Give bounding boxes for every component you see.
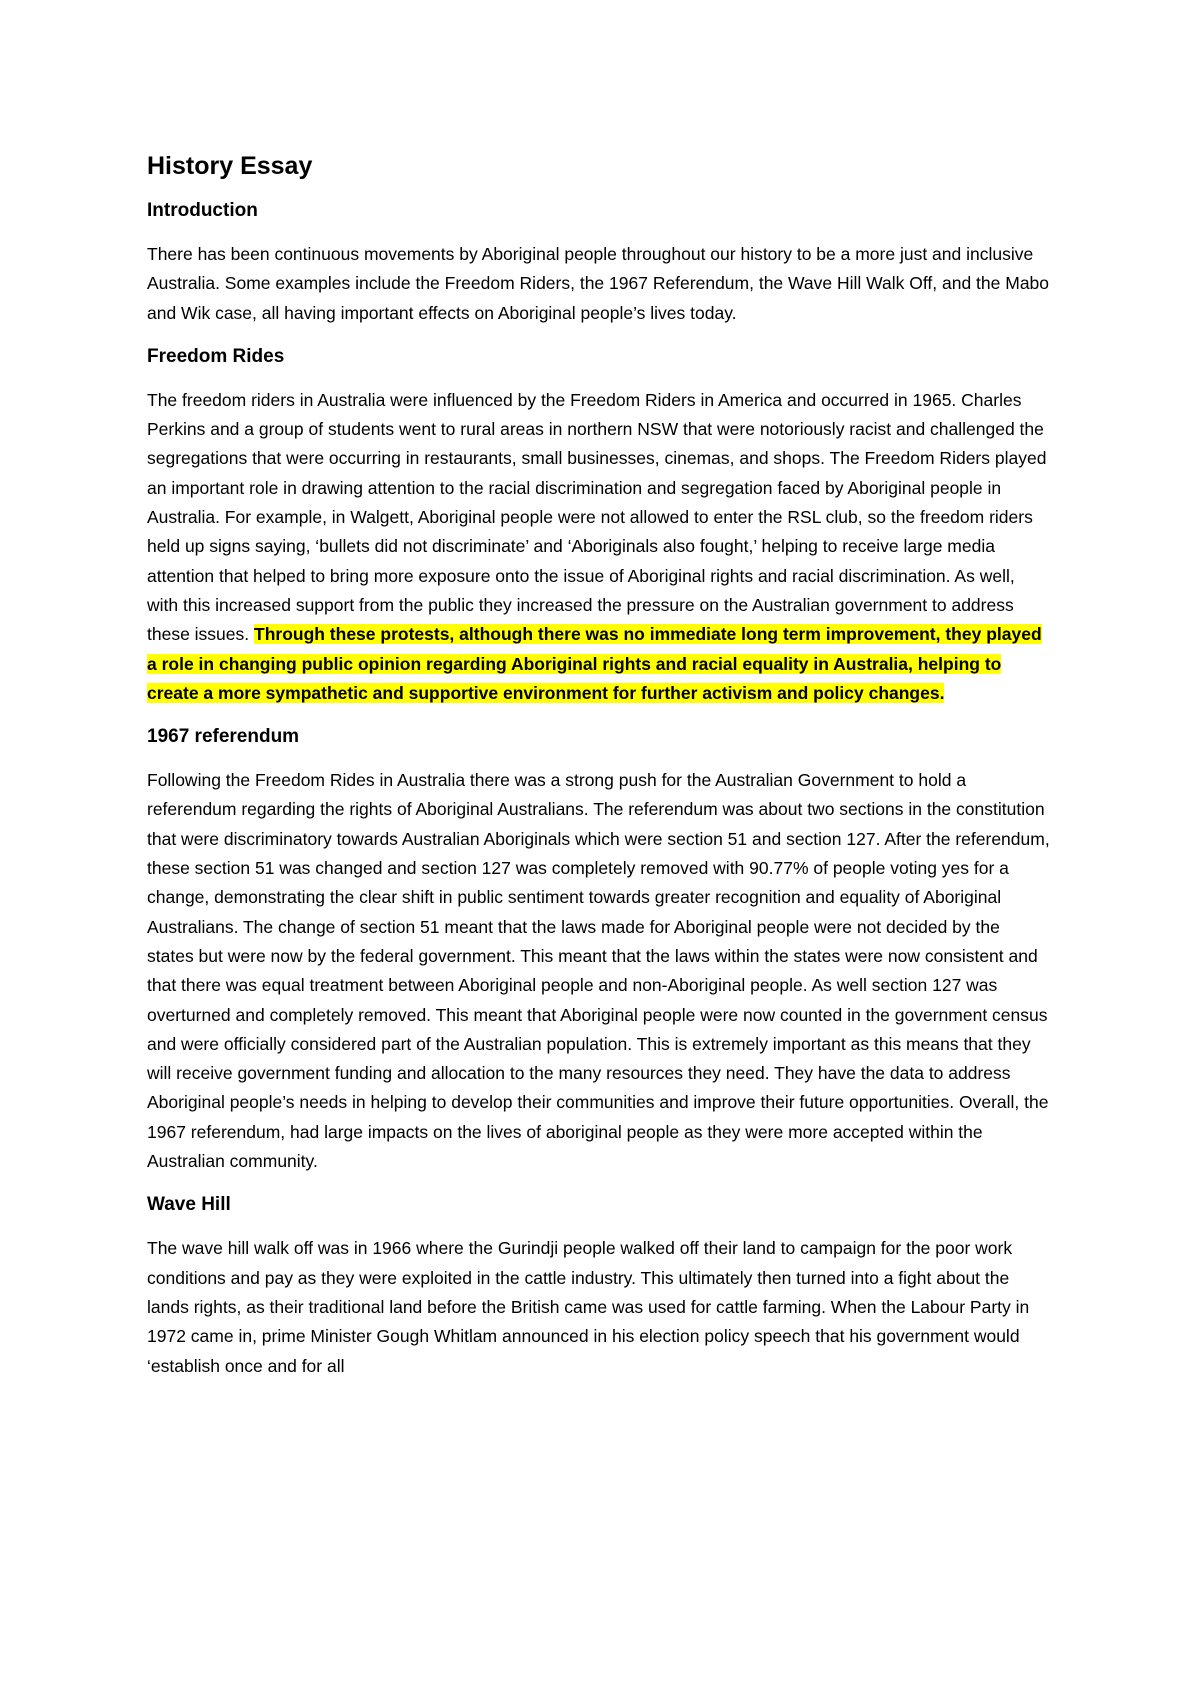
paragraph-1967-referendum: Following the Freedom Rides in Australia there was a strong push for the Australian Government to hold a referendum regarding the rights of Aboriginal Australians. The referendum was about two sections in the constitution that were discriminatory towards Australian Aboriginals which were section 51 and section 127. After the referendum, these section 51 was changed and section 127 was completely removed with 90.77% of people voting yes for a change, demonstrating the clear shift in public sentiment towards greater recognition and equality of Aboriginal Australians. The change of section 51 meant that the laws made for Aboriginal people were not decided by the states but were now by the federal government. This meant that the laws within the states were now consistent and that there was equal treatment between Aboriginal people and non-Aboriginal people. As well section 127 was overturned and completely removed. This meant that Aboriginal people were now counted in the government census and were officially considered part of the Australian population. This is extremely important as this means that they will receive government funding and allocation to the many resources they need. They have the data to address Aboriginal people’s needs in helping to develop their communities and improve their future opportunities. Overall, the 1967 referendum, had large impacts on the lives of aboriginal people as they were more accepted within the Australian community. — [147, 770, 1050, 1172]
heading-1967-referendum: 1967 referendum — [147, 726, 300, 748]
paragraph-freedom-rides-body: The freedom riders in Australia were influenced by the Freedom Riders in America and occurred in 1965. Charles Perkins and a group of students went to rural areas in northern NSW that were notoriously racist and challenged the segregations that were occurring in restaurants, small businesses, cinemas, and shops. The Freedom Riders played an important role in drawing attention to the racial discrimination and segregation faced by Aboriginal people in Australia. For example, in Walgett, Aboriginal people were not allowed to enter the RSL club, so the freedom riders held up signs saying, ‘bullets did not discriminate’ and ‘Aboriginals also fought,’ helping to receive large media attention that helped to bring more exposure onto the issue of Aboriginal rights and racial discrimination. As well, with this increased support from the public they increased the pressure on the Australian government to address these issues. — [147, 389, 1047, 645]
highlighted-conclusion: Through these protests, although there was no immediate long term improvement, they played a role in changing public opinion regarding Aboriginal rights and racial equality in Australia, helping to create a more sympathetic and supportive environment for further activism and policy changes. — [147, 624, 1042, 703]
paragraph-introduction: There has been continuous movements by Aboriginal people throughout our history to be a more just and inclusive Australia. Some examples include the Freedom Riders, the 1967 Referendum, the Wave Hill Walk Off, and the Mabo and Wik case, all having important effects on Aboriginal people’s lives today. — [147, 244, 1050, 323]
heading-freedom-rides: Freedom Rides — [147, 345, 285, 367]
paragraph-wave-hill: The wave hill walk off was in 1966 where the Gurindji people walked off their land to campaign for the poor work conditions and pay as they were exploited in the cattle industry. This ultimately then turned into a fight about the lands rights, as their traditional land before the British came was used for cattle farming. When the Labour Party in 1972 came in, prime Minister Gough Whitlam announced in his election policy speech that his government would ‘establish once and for all — [147, 1238, 1030, 1376]
document-title: History Essay — [147, 152, 313, 180]
heading-wave-hill: Wave Hill — [147, 1194, 231, 1216]
heading-introduction: Introduction — [147, 200, 258, 221]
paragraph-freedom-rides — [147, 386, 1050, 708]
